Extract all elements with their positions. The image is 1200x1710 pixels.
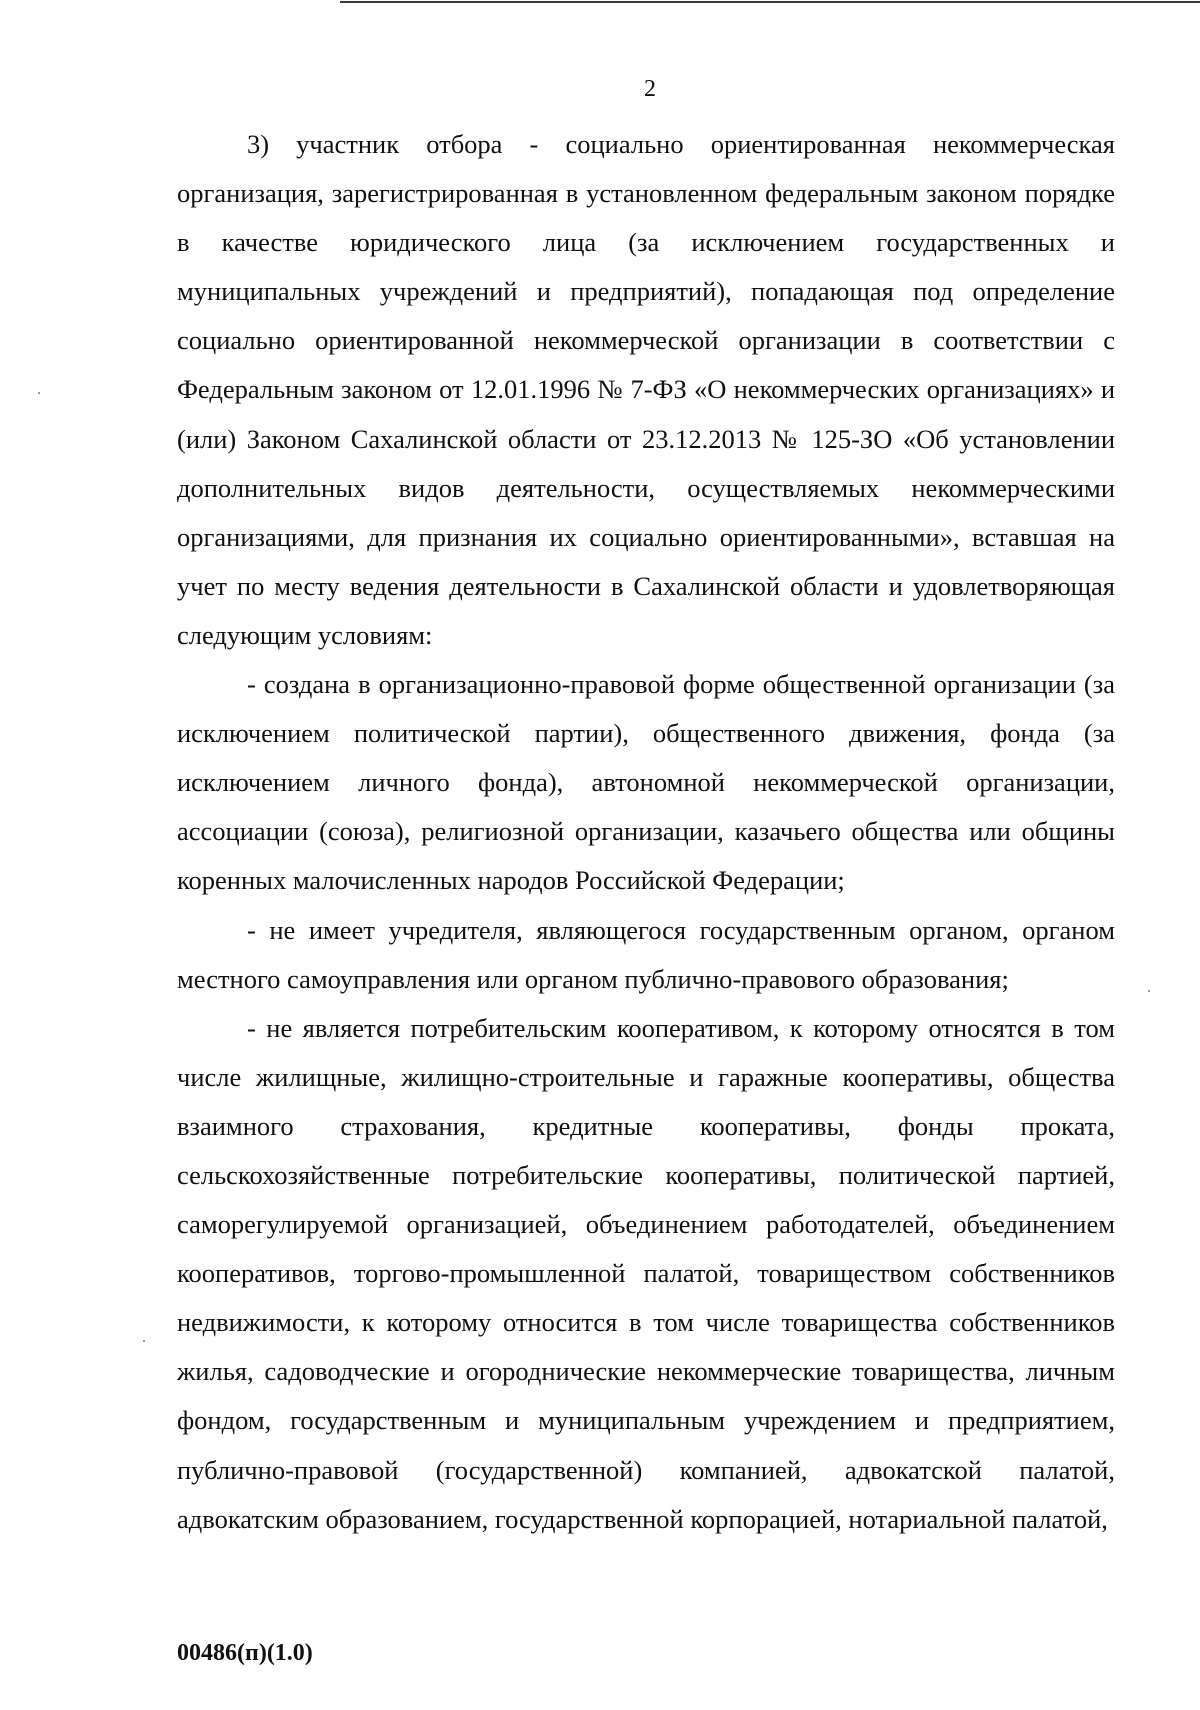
top-border-line [340,1,1200,3]
paragraph-legal-form-condition: - создана в организационно-правовой форме общественной организации (за исключением политической партии), общественного движения, фонда (за исключением личного фонда), автономной некоммерческой организации, ассоциации (союза), религиозной организации, казачьего общества или общины коренных малочисленных народов Российской Федерации; [177,669,1115,896]
page-number: 2 [644,76,656,102]
document-code: 00486(п)(1.0) [177,1640,313,1666]
paragraph-participant-definition: 3) участник отбора - социально ориентированная некоммерческая организация, зарегистрированная в установленном федеральным законом порядке в качестве юридического лица (за исключением государственных и муниципальных учреждений и предприятий), попадающая под определение социально ориентированной некоммерческой организации в соответствии с Федеральным законом от 12.01.1996 № 7-ФЗ «О некоммерческих организациях» и (или) Законом Сахалинской области от 23.12.2013 № 125-ЗО «Об установлении дополнительных видов деятельности, осуществляемых некоммерческими организациями, для признания их социально ориентированными», вставшая на учет по месту ведения деятельности в Сахалинской области и удовлетворяющая следующим условиям: [177,129,1115,650]
document-body [177,120,1115,1544]
paragraph-founder-condition: - не имеет учредителя, являющегося государственным органом, органом местного самоуправления или органом публично-правового образования; [177,914,1115,994]
paragraph-exclusions-condition: - не является потребительским кооперативом, к которому относятся в том числе жилищные, жилищно-строительные и гаражные кооперативы, общества взаимного страхования, кредитные кооперативы, фонды проката, сельскохозяйственные потребительские кооперативы, политической партией, саморегулируемой организацией, объединением работодателей, объединением кооперативов, торгово-промышленной палатой, товариществом собственников недвижимости, к которому относится в том числе товарищества собственников жилья, садоводческие и огороднические некоммерческие товарищества, личным фондом, государственным и муниципальным учреждением и предприятием, публично-правовой (государственной) компанией, адвокатской палатой, адвокатским образованием, государственной корпорацией, нотариальной палатой, [177,1012,1115,1534]
scan-speck [143,1340,145,1342]
scan-speck [1148,990,1150,992]
scan-speck [38,392,40,394]
